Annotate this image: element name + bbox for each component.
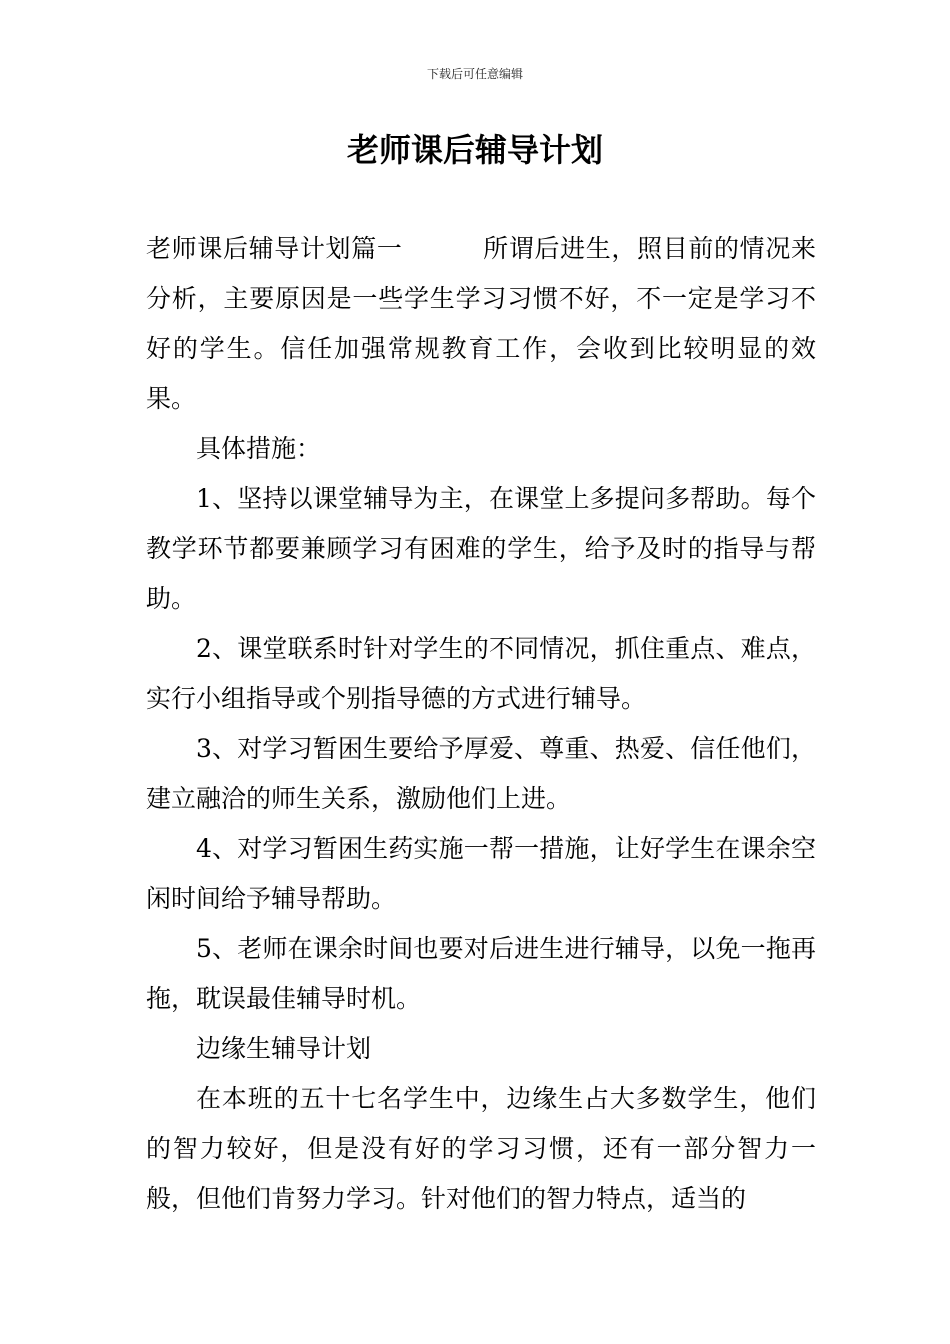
paragraph-section-body: 在本班的五十七名学生中，边缘生占大多数学生，他们的智力较好，但是没有好的学习习惯，还有一部分智力一般，但他们肯努力学习。针对他们的智力特点，适当的 [146, 1084, 816, 1213]
paragraph-section-heading: 边缘生辅导计划 [196, 1034, 372, 1063]
paragraph-measure-3: 3、对学习暂困生要给予厚爱、尊重、热爱、信任他们，建立融洽的师生关系，激励他们上进。 [146, 734, 816, 813]
paragraph-measure-4: 4、对学习暂困生药实施一帮一措施，让好学生在课余空闲时间给予辅导帮助。 [146, 834, 816, 913]
intro-paragraph [146, 224, 816, 424]
document-title: 老师课后辅导计划 [346, 131, 603, 169]
paragraph-measure-1: 1、坚持以课堂辅导为主，在课堂上多提问多帮助。每个教学环节都要兼顾学习有困难的学生，给予及时的指导与帮助。 [146, 484, 816, 613]
paragraph-measures-heading: 具体措施： [196, 434, 322, 463]
paragraph-measure-5: 5、老师在课余时间也要对后进生进行辅导，以免一拖再拖，耽误最佳辅导时机。 [146, 934, 816, 1013]
intro-label: 老师课后辅导计划篇一 [146, 234, 403, 263]
paragraph-measure-2: 2、课堂联系时针对学生的不同情况，抓住重点、难点，实行小组指导或个别指导德的方式进行辅导。 [146, 634, 816, 713]
header-note: 下载后可任意编辑 [426, 67, 523, 81]
intro-text: 所谓后进生，照目前的情况来分析，主要原因是一些学生学习习惯不好，不一定是学习不好的学生。信任加强常规教育工作，会收到比较明显的效果。 [146, 234, 816, 413]
document-body [146, 224, 816, 1224]
